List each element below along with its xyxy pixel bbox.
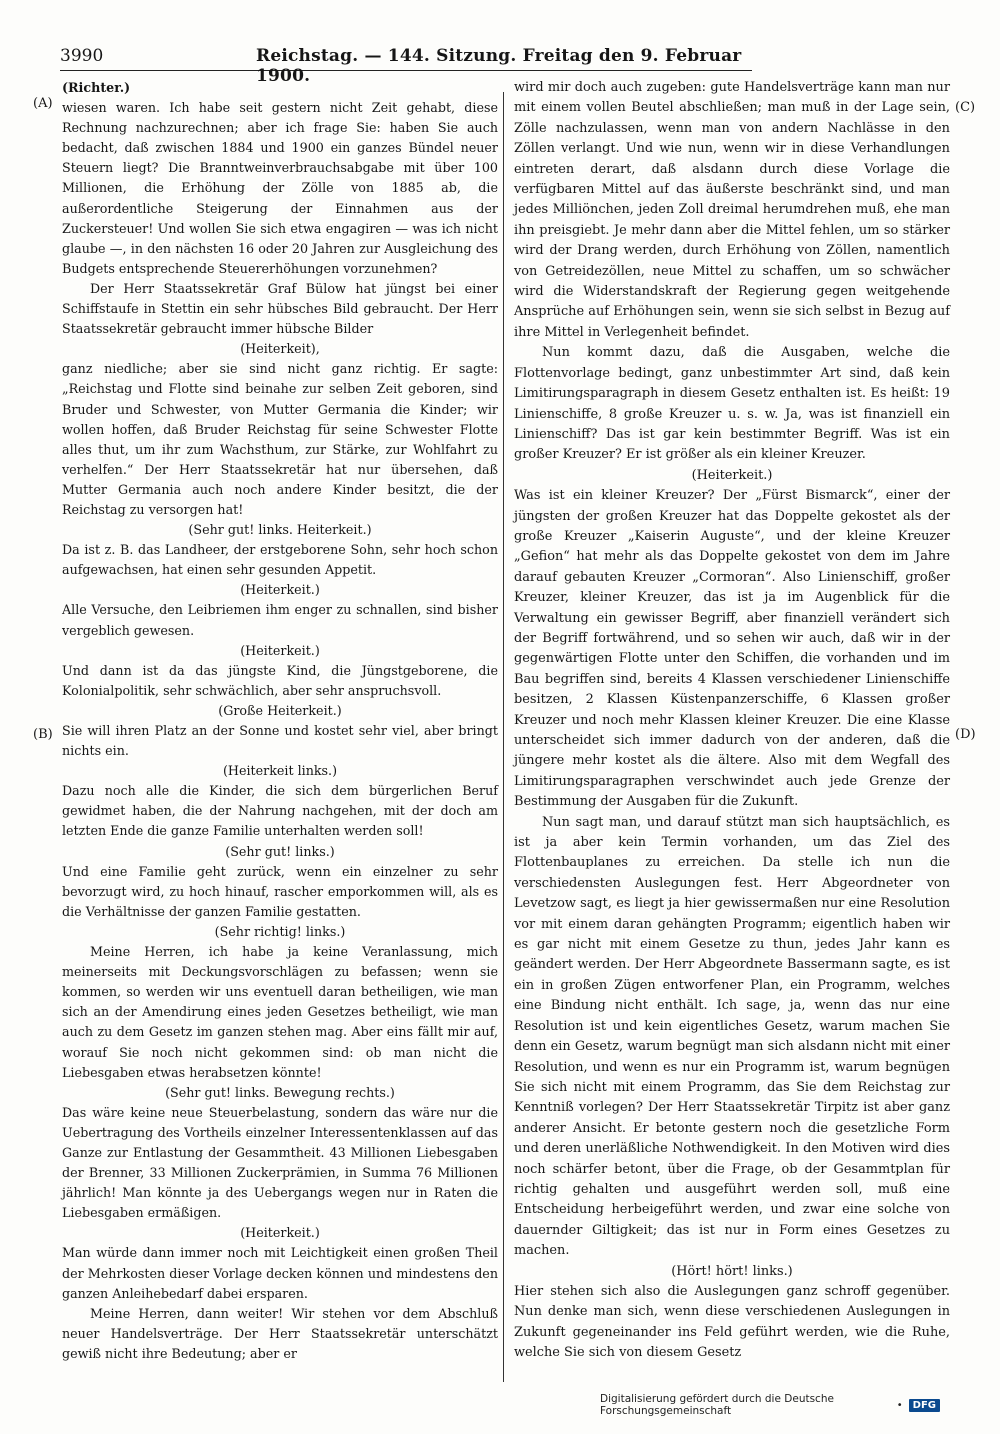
credit-text: Digitalisierung gefördert durch die Deutsche Forschungsgemeinschaft xyxy=(600,1393,834,1417)
interjection: (Sehr gut! links.) xyxy=(225,843,335,859)
paragraph: Meine Herren, ich habe ja keine Veranlassung, mich meinerseits mit Deckungsvorschlägen zu befassen; wenn sie kommen, so werden wir uns eventuell daran betheiligen, wie man sich an der Amendirung eines jeden Gesetzes betheiligt, wie man auch zu dem Gesetz im ganzen stehen mag. Aber eins fällt mir auf, worauf Sie noch nicht gekommen sind: ob man nicht die Liebesgaben etwas herabsetzen könnte! xyxy=(62,944,498,1080)
paragraph: wiesen waren. Ich habe seit gestern nicht Zeit gehabt, diese Rechnung nachzurechnen; aber ich frage Sie: haben Sie auch bedacht, daß zwischen 1884 und 1900 ein ganzes Bündel neuer Steuern liegt? Die Branntweinverbrauchsabgabe mit über 100 Millionen, die Erhöhung der Zölle von 1885 ab, die außerordentliche Steigerung der Einnahmen aus der Zuckersteuer! Und wollen Sie sich etwa engagiren — was ich nicht glaube —, in den nächsten 16 oder 20 Jahren zur Ausgleichung des Budgets entsprechende Steuererhöhungen vorzunehmen? xyxy=(62,100,498,276)
paragraph: Nun sagt man, und darauf stützt man sich hauptsächlich, es ist ja aber kein Termin vorhanden, um das Ziel des Flottenbauplanes zu erreichen. Da stelle ich nun die verschiedensten Auslegungen fest. Herr Abgeordneter von Levetzow sagt, es liegt ja hier gewissermaßen nur eine Resolution vor mit einem daran gehängten Programm; eigentlich haben wir es gar nicht mit einem Gesetze zu thun, jedes Jahr kann es geändert werden. Der Herr Abgeordnete Bassermann sagte, es ist ein in großen Zügen entworfener Plan, ein Programm, welches eine Bindung nicht enthält. Ich sage, ja, wenn das nur eine Resolution ist und kein eigentliches Gesetz, warum machen Sie denn ein Gesetz, warum begnügt man sich alsdann nicht mit einer Resolution, und wenn es nur ein Programm ist, warum begnügen Sie sich nicht mit einem Programm, das Sie dem Reichstag zur Kenntniß vorlegen? Der Herr Staatssekretär Tirpitz ist aber ganz anderer Ansicht. Er betonte gestern noch die gesetzliche Form und deren unerläßliche Nothwendigkeit. In den Motiven wird dies noch schärfer betont, über die Frage, ob der Gesammtplan für richtig gehalten und ausgeführt werden soll, muß eine Entscheidung herbeigeführt werden, und zwar eine solche von dauernder Giltigkeit; das ist nur in Form eines Gesetzes zu machen. xyxy=(514,814,950,1259)
paragraph: Sie will ihren Platz an der Sonne und kostet sehr viel, aber bringt nichts ein. xyxy=(62,723,498,759)
left-text-column xyxy=(62,78,498,1364)
separator-dot: • xyxy=(896,1399,903,1411)
margin-mark-d: (D) xyxy=(955,727,976,742)
paragraph: Nun kommt dazu, daß die Ausgaben, welche die Flottenvorlage bedingt, ganz unbestimmter Art sind, daß kein Limitirungsparagraph in diesem Gesetz enthalten ist. Es heißt: 19 Linienschiffe, 8 große Kreuzer u. s. w. Ja, was ist finanziell ein Linienschiff? Das ist gar kein bestimmter Begriff. Was ist ein großer Kreuzer? Er ist größer als ein kleiner Kreuzer. xyxy=(514,345,950,463)
paragraph: Alle Versuche, den Leibriemen ihm enger zu schnallen, sind bisher vergeblich gewesen. xyxy=(62,602,498,638)
dfg-logo: DFG xyxy=(909,1399,940,1412)
paragraph: Hier stehen sich also die Auslegungen ganz schroff gegenüber. Nun denke man sich, wenn diese verschiedenen Auslegungen in Zukunft gegeneinander ins Feld geführt werden, wie die Ruhe, welche Sie sich von diesem Gesetz xyxy=(514,1283,950,1361)
digitization-credit xyxy=(600,1393,940,1417)
interjection: (Heiterkeit.) xyxy=(691,467,773,483)
running-title: Reichstag. — 144. Sitzung. Freitag den 9. Februar 1900. xyxy=(256,46,742,86)
paragraph: Meine Herren, dann weiter! Wir stehen vor dem Abschluß neuer Handelsverträge. Der Herr Staatssekretär unterschätzt gewiß nicht ihre Bedeutung; aber er xyxy=(62,1305,498,1361)
speaker-name: (Richter.) xyxy=(62,80,131,95)
running-header xyxy=(60,44,752,86)
paragraph: Und dann ist da das jüngste Kind, die Jüngstgeborene, die Kolonialpolitik, sehr schwächlich, aber sehr anspruchsvoll. xyxy=(62,662,498,698)
paragraph: Das wäre keine neue Steuerbelastung, sondern das wäre nur die Uebertragung des Vortheils einzelner Interessentenklassen auf das Ganze zur Entlastung der Gesammtheit. 43 Millionen Liebesgaben der Brenner, 33 Millionen Zuckerprämien, in Summa 76 Millionen jährlich! Man könnte ja des Uebergangs wegen nur in Raten die Liebesgaben ermäßigen. xyxy=(62,1104,498,1221)
interjection: (Heiterkeit.) xyxy=(240,642,320,658)
margin-mark-b: (B) xyxy=(33,727,53,742)
interjection: (Heiterkeit.) xyxy=(240,582,320,598)
paragraph: Da ist z. B. das Landheer, der erstgeborene Sohn, sehr hoch schon aufgewachsen, hat einen sehr gesunden Appetit. xyxy=(62,542,498,578)
column-divider xyxy=(503,92,504,1382)
interjection: (Große Heiterkeit.) xyxy=(218,702,342,718)
paragraph: Man würde dann immer noch mit Leichtigkeit einen großen Theil der Mehrkosten dieser Vorlage decken können und mindestens den ganzen Anleihebedarf dabei ersparen. xyxy=(62,1245,498,1301)
paragraph: Was ist ein kleiner Kreuzer? Der „Fürst Bismarck“, einer der jüngsten der großen Kreuzer hat das Doppelte gekostet als der große Kreuzer „Kaiserin Auguste“, und der kleine Kreuzer „Gefion“ hat mehr als das Doppelte gekostet von dem im Jahre darauf gebauten Kreuzer „Cormoran“. Also Linienschiff, großer Kreuzer, kleiner Kreuzer, das ist ja im Augenblick für die Verwaltung ein gewisser Begriff, aber finanziell verändert sich der Begriff fortwährend, und so sehen wir auch, daß wir in der gegenwärtigen Flotte unter den Schiffen, die vorhanden und im Bau begriffen sind, bereits 4 Klassen verschiedener Linienschiffe besitzen, 2 Klassen Küstenpanzerschiffe, 6 Klassen großer Kreuzer und noch mehr Klassen kleiner Kreuzer. Die eine Klasse unterscheidet sich immer dadurch von der anderen, daß die jüngere mehr kostet als die ältere. Also mit dem Wegfall des Limitirungsparagraphen verschwindet auch jede Grenze der Bestimmung der Ausgaben für die Zukunft. xyxy=(514,488,950,810)
paragraph: Der Herr Staatssekretär Graf Bülow hat jüngst bei einer Schiffstaufe in Stettin ein sehr hübsches Bild gebraucht. Der Herr Staatssekretär gebraucht immer hübsche Bilder xyxy=(62,280,498,337)
interjection: (Sehr gut! links. Bewegung rechts.) xyxy=(165,1084,395,1100)
right-text-column xyxy=(514,78,950,1364)
interjection: (Heiterkeit), xyxy=(240,341,320,357)
interjection: (Sehr richtig! links.) xyxy=(214,923,346,939)
paragraph: ganz niedliche; aber sie sind nicht ganz richtig. Er sagte: „Reichstag und Flotte sind beinahe zur selben Zeit geboren, sind Bruder und Schwester, von Mutter Germania die Kinder; wir wollen hoffen, daß Bruder Reichstag für seine Schwester Flotte alles thut, um ihr zum Wachsthum, zur Stärke, zur Wohlfahrt zu verhelfen.“ Der Herr Staatssekretär hat nur übersehen, daß Mutter Germania auch noch andere Kinder besitzt, die der Reichstag zu versorgen hat! xyxy=(62,361,498,517)
margin-mark-c: (C) xyxy=(955,100,976,115)
interjection: (Hört! hört! links.) xyxy=(671,1263,793,1279)
paragraph: Und eine Familie geht zurück, wenn ein einzelner zu sehr bevorzugt wird, zu hoch hinauf, rascher emporkommen will, als es die Verhältnisse der ganzen Familie gestatten. xyxy=(62,863,498,919)
interjection: (Sehr gut! links. Heiterkeit.) xyxy=(188,522,372,538)
interjection: (Heiterkeit links.) xyxy=(222,763,338,779)
interjection: (Heiterkeit.) xyxy=(240,1225,320,1241)
margin-mark-a: (A) xyxy=(33,96,53,111)
page-number: 3990 xyxy=(60,46,104,66)
paragraph: Dazu noch alle die Kinder, die sich dem bürgerlichen Beruf gewidmet haben, die der Nahrung nachgehen, mit der doch am letzten Ende die ganze Familie unterhalten werden soll! xyxy=(62,783,498,839)
paragraph: wird mir doch auch zugeben: gute Handelsverträge kann man nur mit einem vollen Beutel abschließen; man muß in der Lage sein, Zölle nachzulassen, wenn man von andern Nachlässe in den Zöllen verlangt. Und wie nun, wenn wir in diese Verhandlungen eintreten derart, daß alsdann durch diese Vorlage die verfügbaren Mittel auf das äußerste beschränkt sind, und man jedes Milliönchen, jeden Zoll dreimal herumdrehen muß, ehe man ihn preisgiebt. Je mehr dann aber die Mittel fehlen, um so stärker wird der Drang werden, durch Erhöhung von Zöllen, namentlich von Getreidezöllen, neue Mittel zu schaffen, um so schwächer wird die Widerstandskraft der Regierung gegen weitgehende Ansprüche auf Erhöhungen sein, wenn sie sich selbst in Bezug auf ihre Mittel in Verlegenheit befindet. xyxy=(514,80,950,340)
